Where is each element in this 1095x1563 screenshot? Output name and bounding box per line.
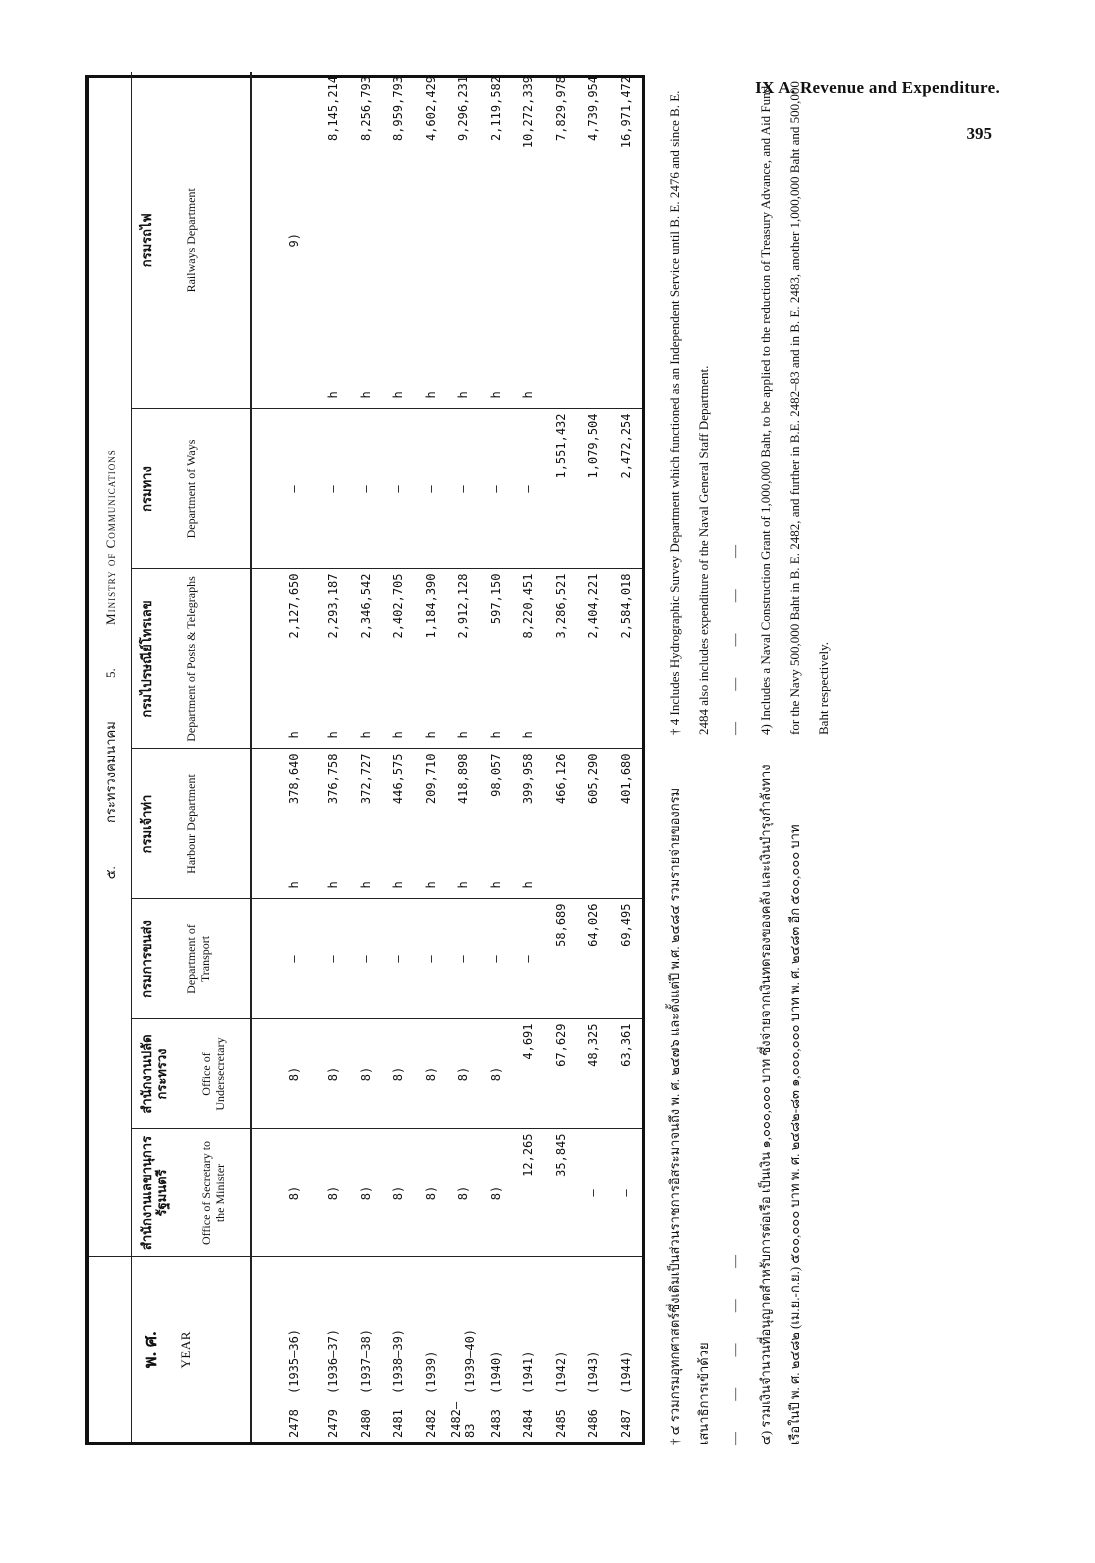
value: 8) <box>358 1066 373 1082</box>
transport-cell <box>350 899 382 1019</box>
value: — <box>521 485 536 493</box>
corner-cell <box>89 1257 132 1442</box>
value: — <box>488 485 503 493</box>
year-cell <box>382 1257 414 1442</box>
mark: h <box>326 391 341 399</box>
posts-cell <box>382 569 414 749</box>
value: 8) <box>423 1066 438 1082</box>
value: 8,220,451 <box>521 573 536 639</box>
thai-footnote-2: ๔) รวมเงินจำนวนที่อนุญาตสำหรับการต่อเรือ เป็นเงิน ๑,๐๐๐,๐๐๐ บาท ซึ่งจ่ายจากเงินทดรองของคลัง และเงินบำรุงกำลังทางเรือในปี พ. ศ. ๒๔๘๒ (เม.ย.-ก.ย.) ๕๐๐,๐๐๐ บาท พ. ศ. ๒๔๘๒-๘๓ ๑,๐๐๐,๐๐๐ บาท พ. ศ. ๒๔๘๓ อีก ๕๐๐,๐๐๐ บาท <box>758 764 802 1445</box>
value: — <box>423 955 438 963</box>
table-row <box>350 72 382 1442</box>
col-posts: กรมไปรษณีย์โทรเลข Department of Posts & Telegraphs <box>132 569 252 749</box>
undersecretary-cell <box>251 1019 317 1129</box>
value: 1,079,504 <box>586 413 601 479</box>
harbour-cell <box>414 749 446 899</box>
value: 8) <box>488 1185 503 1201</box>
year-be: 2478 <box>286 1409 301 1438</box>
table-row <box>544 72 576 1442</box>
mark: h <box>391 391 406 399</box>
year-ad: (1936–37) <box>326 1328 341 1394</box>
year-cell <box>512 1257 544 1442</box>
value: 2,127,650 <box>286 573 301 639</box>
undersecretary-cell <box>414 1019 446 1129</box>
value: 9,296,231 <box>456 75 471 142</box>
mark: h <box>488 881 503 889</box>
rotated-page-content <box>85 75 1025 1445</box>
mark: h <box>326 881 341 889</box>
posts-cell <box>414 569 446 749</box>
mark: h <box>391 881 406 889</box>
ways-cell <box>577 409 609 569</box>
mark: h <box>358 731 373 739</box>
expenditure-table <box>85 75 645 1445</box>
page-section-title: IX A. Revenue and Expenditure. <box>755 78 1000 97</box>
undersecretary-cell <box>382 1019 414 1129</box>
value: 399,958 <box>521 753 536 805</box>
year-cell <box>577 1257 609 1442</box>
undersecretary-cell <box>447 1019 479 1129</box>
value: 2,293,187 <box>326 573 341 639</box>
harbour-cell <box>512 749 544 899</box>
harbour-cell <box>479 749 511 899</box>
value: 8) <box>423 1185 438 1201</box>
mark: h <box>286 731 301 739</box>
ways-cell <box>479 409 511 569</box>
posts-cell <box>350 569 382 749</box>
mark: h <box>358 881 373 889</box>
ways-cell <box>350 409 382 569</box>
value: 8,256,793 <box>358 75 373 142</box>
transport-cell <box>251 899 317 1019</box>
ways-cell <box>317 409 349 569</box>
mark: h <box>456 731 471 739</box>
value: 8) <box>456 1066 471 1082</box>
railways-cell <box>577 72 609 409</box>
year-ad: (1939) <box>423 1350 438 1394</box>
col-transport: กรมการขนส่ง Department of Transport <box>132 899 252 1019</box>
year-be: 2480 <box>358 1409 373 1438</box>
secretary-cell <box>251 1129 317 1257</box>
table-row <box>609 72 642 1442</box>
value: 8) <box>391 1185 406 1201</box>
value: — <box>488 955 503 963</box>
english-footnote-1: † 4 Includes Hydrographic Survey Department which functioned as an Independent Service until B. E. 2476 and since B. E. 2484 also includes expenditure of the Naval General Staff Department. <box>667 90 711 735</box>
value: 2,119,582 <box>488 75 503 142</box>
year-ad: (1937–38) <box>358 1328 373 1394</box>
value: 8) <box>358 1185 373 1201</box>
value: 8) <box>391 1066 406 1082</box>
value: — <box>586 1189 601 1197</box>
year-ad: (1942) <box>553 1350 568 1394</box>
harbour-cell <box>382 749 414 899</box>
value: 2,584,018 <box>618 573 633 639</box>
year-cell <box>609 1257 642 1442</box>
undersecretary-cell <box>317 1019 349 1129</box>
value: 2,472,254 <box>618 413 633 479</box>
year-cell <box>317 1257 349 1442</box>
table-row <box>479 72 511 1442</box>
harbour-cell <box>350 749 382 899</box>
ways-cell <box>414 409 446 569</box>
value: — <box>286 955 301 963</box>
posts-cell <box>479 569 511 749</box>
ways-cell <box>512 409 544 569</box>
table-row <box>251 72 317 1442</box>
value: 69,495 <box>618 903 633 947</box>
table-row <box>414 72 446 1442</box>
table-row <box>577 72 609 1442</box>
value: — <box>456 485 471 493</box>
year-be: 2482 <box>423 1409 438 1438</box>
page-number: 395 <box>966 124 992 143</box>
railways-cell <box>317 72 349 409</box>
harbour-cell <box>544 749 576 899</box>
value: — <box>456 955 471 963</box>
value: 16,971,472 <box>618 75 633 149</box>
value: 7,829,978 <box>553 75 568 142</box>
value: 372,727 <box>358 753 373 805</box>
year-be: 2485 <box>553 1409 568 1438</box>
posts-cell <box>577 569 609 749</box>
secretary-cell <box>544 1129 576 1257</box>
value: — <box>286 485 301 493</box>
year-ad: (1943) <box>586 1350 601 1394</box>
col-secretary: สำนักงานเลขานุการรัฐมนตรี Office of Secretary to the Minister <box>132 1129 252 1257</box>
secretary-cell <box>414 1129 446 1257</box>
year-ad: (1940) <box>488 1350 503 1394</box>
secretary-cell <box>317 1129 349 1257</box>
value: 10,272,339 <box>521 75 536 149</box>
undersecretary-cell <box>577 1019 609 1129</box>
posts-cell <box>447 569 479 749</box>
value: 8) <box>326 1066 341 1082</box>
thai-footnote-divider: — — — — — <box>727 1241 742 1445</box>
value: 1,184,390 <box>423 573 438 639</box>
value: 63,361 <box>618 1023 633 1067</box>
mark: h <box>488 391 503 399</box>
transport-cell <box>544 899 576 1019</box>
undersecretary-cell <box>609 1019 642 1129</box>
ways-cell <box>447 409 479 569</box>
value: 8) <box>456 1185 471 1201</box>
value: 2,404,221 <box>586 573 601 639</box>
harbour-cell <box>577 749 609 899</box>
transport-cell <box>382 899 414 1019</box>
mark: h <box>391 731 406 739</box>
year-be: 2481 <box>391 1409 406 1438</box>
table-row <box>512 72 544 1442</box>
value: — <box>521 955 536 963</box>
english-footnotes <box>660 75 840 735</box>
year-ad: (1941) <box>521 1350 536 1394</box>
value: 376,758 <box>326 753 341 805</box>
table-row <box>382 72 414 1442</box>
mark: h <box>488 731 503 739</box>
secretary-cell <box>479 1129 511 1257</box>
railways-cell <box>609 72 642 409</box>
posts-cell <box>512 569 544 749</box>
value: 401,680 <box>618 753 633 805</box>
year-ad: (1944) <box>618 1350 633 1394</box>
undersecretary-cell <box>544 1019 576 1129</box>
harbour-cell <box>251 749 317 899</box>
year-be: 2484 <box>521 1409 536 1438</box>
value: 2,346,542 <box>358 573 373 639</box>
value: 2,912,128 <box>456 573 471 639</box>
value: 1,551,432 <box>553 413 568 479</box>
value: 446,575 <box>391 753 406 805</box>
mark: h <box>521 391 536 399</box>
value: 8) <box>326 1185 341 1201</box>
transport-cell <box>609 899 642 1019</box>
posts-cell <box>609 569 642 749</box>
value: 8,145,214 <box>326 75 341 142</box>
value: — <box>358 485 373 493</box>
year-be: 2487 <box>618 1409 633 1438</box>
transport-cell <box>447 899 479 1019</box>
railways-cell <box>350 72 382 409</box>
undersecretary-cell <box>512 1019 544 1129</box>
mark: h <box>521 881 536 889</box>
value: 58,689 <box>553 903 568 947</box>
year-ad: (1935–36) <box>286 1328 301 1394</box>
transport-cell <box>577 899 609 1019</box>
english-footnote-2: 4) Includes a Naval Construction Grant of 1,000,000 Baht, to be applied to the reduction of Treasury Advance, and Aid Fund for the Navy 500,000 Baht in B. E. 2482, and further in B.E. 2482–83 and in B. E. 2483, another 1,000,000 Baht and 500,000 Baht respectively. <box>758 81 831 735</box>
value: 35,845 <box>553 1133 568 1177</box>
secretary-cell <box>382 1129 414 1257</box>
year-ad: (1938–39) <box>391 1328 406 1394</box>
value: 2,402,705 <box>391 573 406 639</box>
value: 418,898 <box>456 753 471 805</box>
year-cell <box>544 1257 576 1442</box>
mark: h <box>423 731 438 739</box>
value: 8) <box>286 1066 301 1082</box>
value: — <box>358 955 373 963</box>
posts-cell <box>251 569 317 749</box>
harbour-cell <box>609 749 642 899</box>
railways-cell <box>382 72 414 409</box>
mark: h <box>326 731 341 739</box>
value: — <box>326 485 341 493</box>
value: — <box>423 485 438 493</box>
value: 9) <box>286 233 301 248</box>
value: — <box>326 955 341 963</box>
secretary-cell <box>350 1129 382 1257</box>
ministry-header: ๕. กระทรวงคมนาคม 5. Ministry of Communications <box>89 72 132 1257</box>
value: 466,126 <box>553 753 568 805</box>
railways-cell <box>447 72 479 409</box>
year-cell <box>350 1257 382 1442</box>
value: 8,959,793 <box>391 75 406 142</box>
mark: h <box>358 391 373 399</box>
year-cell <box>414 1257 446 1442</box>
col-harbour: กรมเจ้าท่า Harbour Department <box>132 749 252 899</box>
mark: h <box>521 731 536 739</box>
value: 12,265 <box>521 1133 536 1177</box>
col-ways: กรมทาง Department of Ways <box>132 409 252 569</box>
year-cell <box>447 1257 479 1442</box>
table-row <box>447 72 479 1442</box>
table-row <box>317 72 349 1442</box>
year-be: 2483 <box>488 1409 503 1438</box>
transport-cell <box>512 899 544 1019</box>
year-cell <box>251 1257 317 1442</box>
secretary-cell <box>609 1129 642 1257</box>
railways-cell <box>251 72 317 409</box>
ways-cell <box>544 409 576 569</box>
mark: h <box>456 391 471 399</box>
ways-cell <box>251 409 317 569</box>
railways-cell <box>544 72 576 409</box>
value: 4,602,429 <box>423 75 438 142</box>
harbour-cell <box>447 749 479 899</box>
value: 597,150 <box>488 573 503 625</box>
mark: h <box>423 391 438 399</box>
col-railways: กรมรถไฟ Railways Department <box>132 72 252 409</box>
transport-cell <box>414 899 446 1019</box>
mark: h <box>286 881 301 889</box>
posts-cell <box>317 569 349 749</box>
value: — <box>391 485 406 493</box>
column-header-row <box>132 72 252 1442</box>
value: 4,739,954 <box>586 75 601 142</box>
value: 8) <box>286 1185 301 1201</box>
mark: h <box>456 881 471 889</box>
transport-cell <box>479 899 511 1019</box>
railways-cell <box>479 72 511 409</box>
value: 8) <box>488 1066 503 1082</box>
year-cell <box>479 1257 511 1442</box>
undersecretary-cell <box>350 1019 382 1129</box>
english-footnote-divider: — — — — — <box>727 531 742 735</box>
thai-footnotes <box>660 755 811 1445</box>
railways-cell <box>414 72 446 409</box>
harbour-cell <box>317 749 349 899</box>
value: — <box>618 1189 633 1197</box>
value: 4,691 <box>521 1023 536 1060</box>
value: 48,325 <box>586 1023 601 1067</box>
transport-cell <box>317 899 349 1019</box>
ways-cell <box>382 409 414 569</box>
value: 605,290 <box>586 753 601 805</box>
ways-cell <box>609 409 642 569</box>
thai-footnote-1: † ๔ รวมกรมอุทกศาสตร์ซึ่งเดิมเป็นส่วนราชการอิสระมาจนถึง พ. ศ. ๒๔๗๖ และตั้งแต่ปี พ.ศ. ๒๔๘๔ รวมรายจ่ายของกรมเสนาธิการเข้าด้วย <box>667 787 711 1445</box>
undersecretary-cell <box>479 1019 511 1129</box>
value: 209,710 <box>423 753 438 805</box>
secretary-cell <box>447 1129 479 1257</box>
col-year: พ. ศ. YEAR <box>132 1257 252 1442</box>
posts-cell <box>544 569 576 749</box>
mark: h <box>423 881 438 889</box>
value: 3,286,521 <box>553 573 568 639</box>
col-undersecretary: สำนักงานปลัดกระทรวง Office of Undersecretary <box>132 1019 252 1129</box>
secretary-cell <box>512 1129 544 1257</box>
value: 378,640 <box>286 753 301 805</box>
year-be: 2482–83 <box>449 1401 478 1438</box>
railways-cell <box>512 72 544 409</box>
value: 64,026 <box>586 903 601 947</box>
value: 98,057 <box>488 753 503 797</box>
year-be: 2486 <box>586 1409 601 1438</box>
value: 67,629 <box>553 1023 568 1067</box>
secretary-cell <box>577 1129 609 1257</box>
year-be: 2479 <box>326 1409 341 1438</box>
year-ad: (1939–40) <box>463 1328 478 1394</box>
value: — <box>391 955 406 963</box>
